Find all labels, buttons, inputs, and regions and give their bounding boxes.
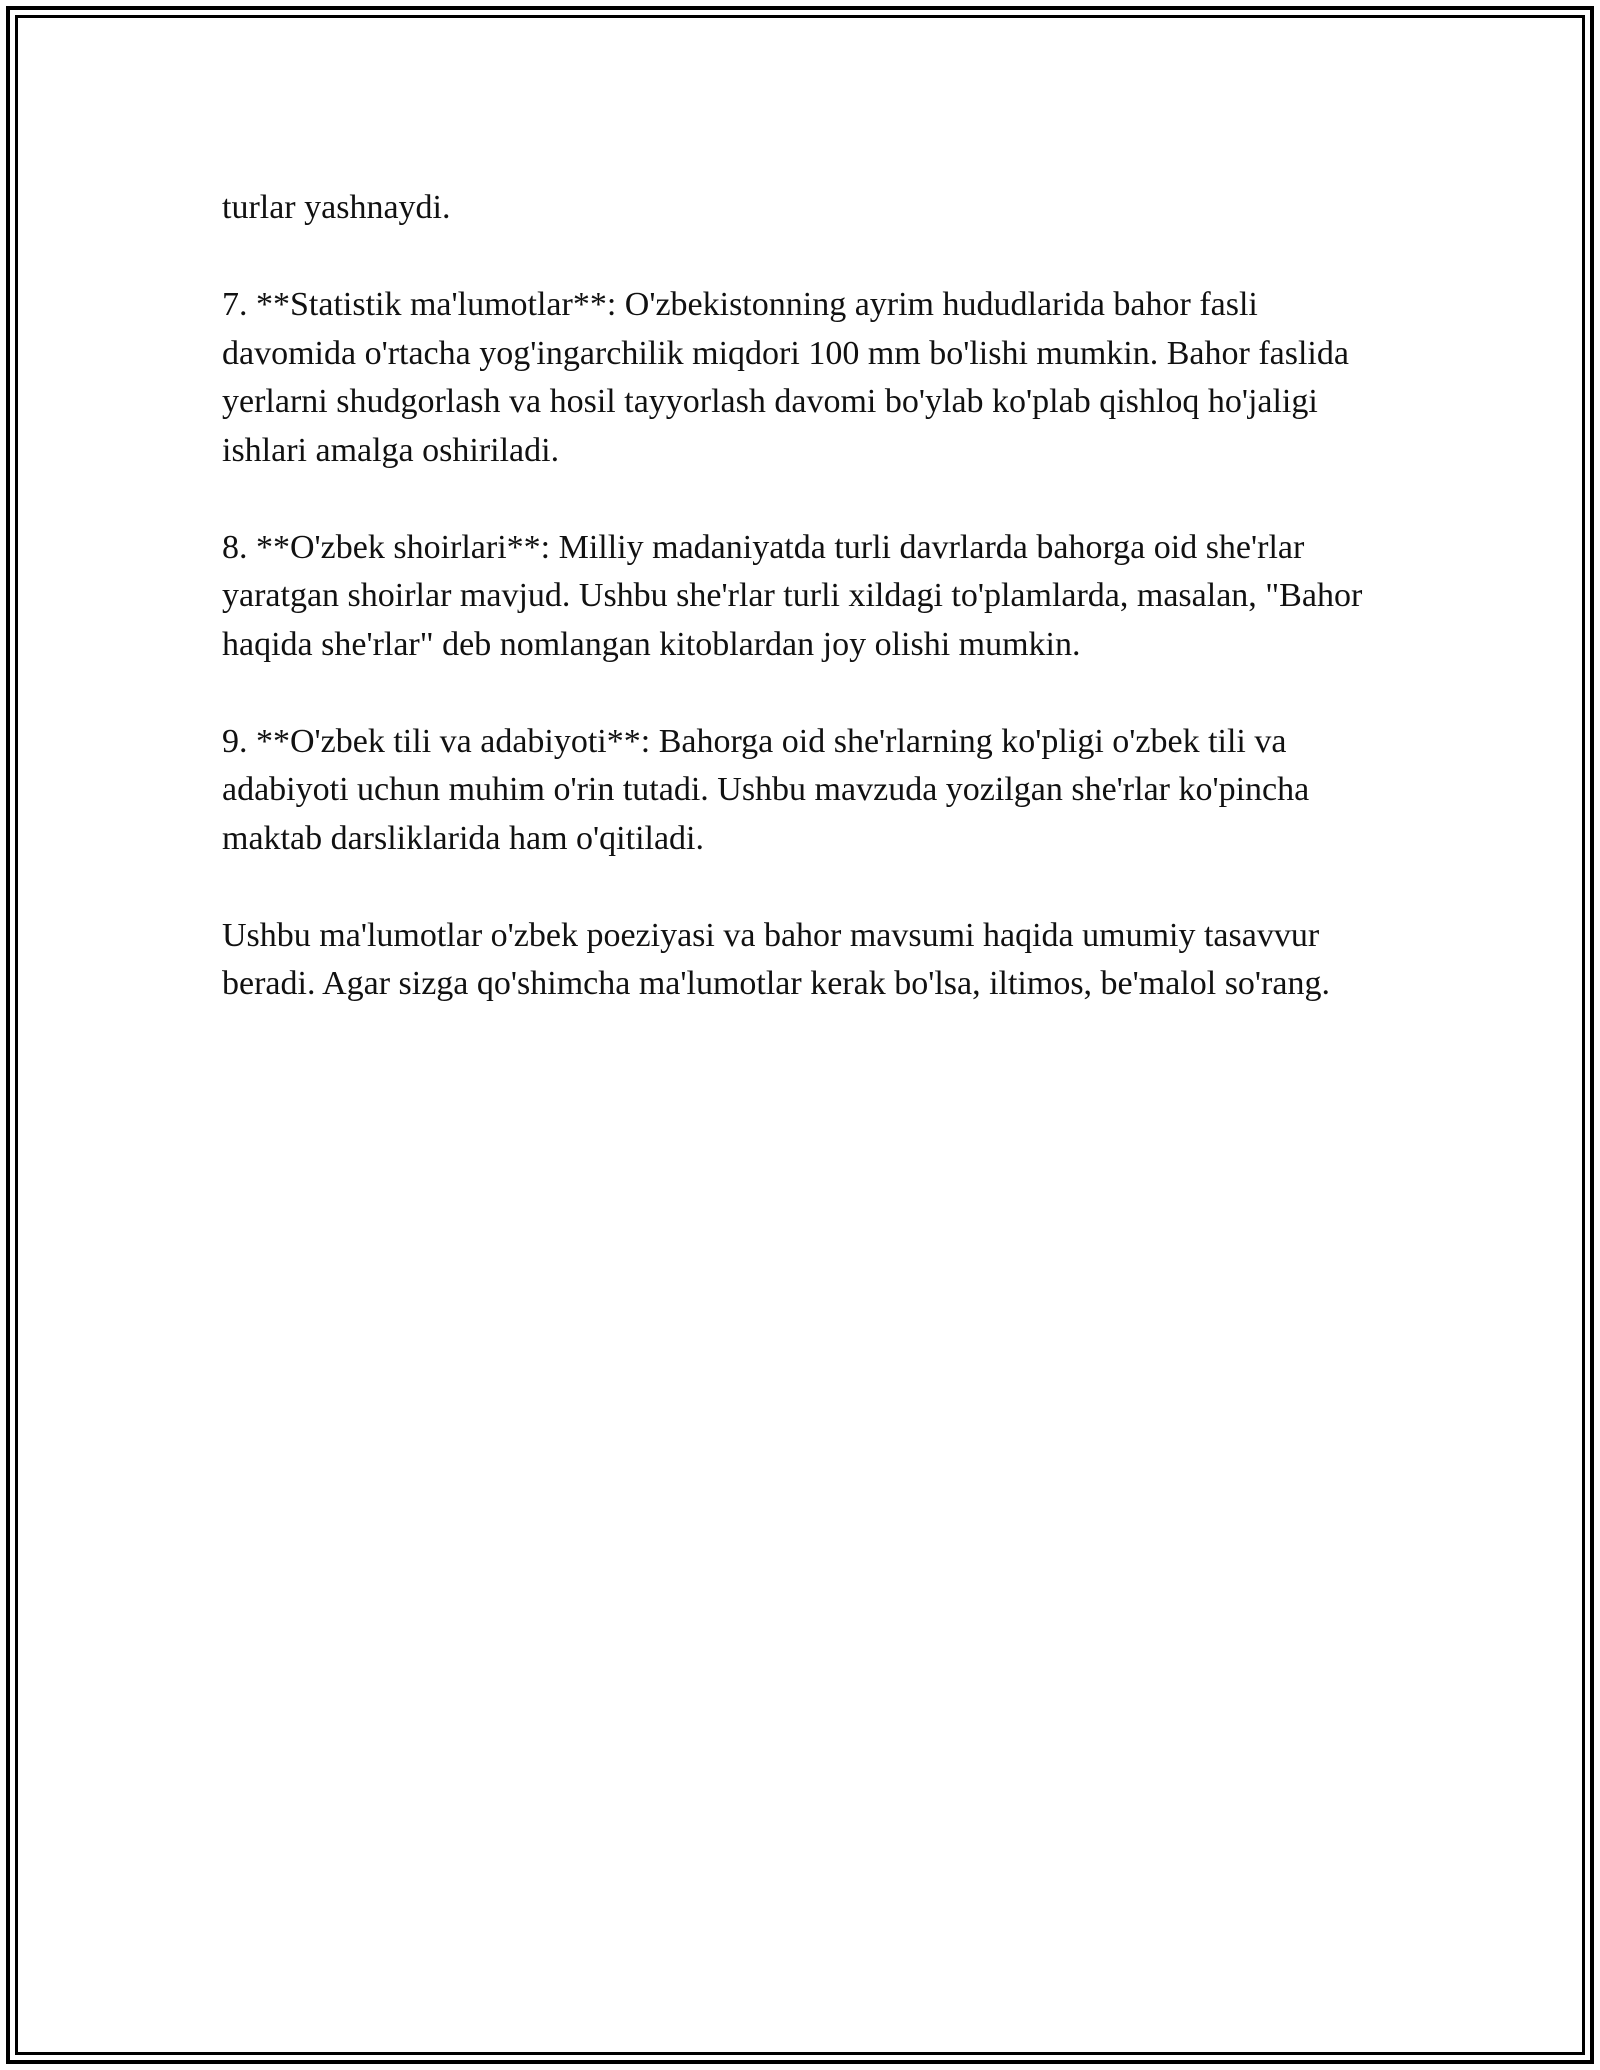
paragraph-item-8-poets: 8. **O'zbek shoirlari**: Milliy madaniyatda turli davrlarda bahorga oid she'rlar yaratgan shoirlar mavjud. Ushbu she'rlar turli xildagi to'plamlarda, masalan, "Bahor haqida she'rlar" deb nomlangan kitoblardan joy olishi mumkin. <box>222 528 1363 663</box>
document-body <box>222 184 1382 1057</box>
paragraph-item-9-language-literature: 9. **O'zbek tili va adabiyoti**: Bahorga oid she'rlarning ko'pligi o'zbek tili va adabiyoti uchun muhim o'rin tutadi. Ushbu mavzuda yozilgan she'rlar ko'pincha maktab darsliklarida ham o'qitiladi. <box>222 722 1310 857</box>
paragraph-continuation: turlar yashnaydi. <box>222 189 451 226</box>
paragraph-item-7-statistics: 7. **Statistik ma'lumotlar**: O'zbekistonning ayrim hududlarida bahor fasli davomida o'rtacha yog'ingarchilik miqdori 100 mm bo'lishi mumkin. Bahor faslida yerlarni shudgorlash va hosil tayyorlash davomi bo'ylab ko'plab qishloq ho'jaligi ishlari amalga oshiriladi. <box>222 286 1349 469</box>
paragraph-conclusion: Ushbu ma'lumotlar o'zbek poeziyasi va bahor mavsumi haqida umumiy tasavvur beradi. Agar sizga qo'shimcha ma'lumotlar kerak bo'lsa, iltimos, be'malol so'rang. <box>222 916 1330 1002</box>
